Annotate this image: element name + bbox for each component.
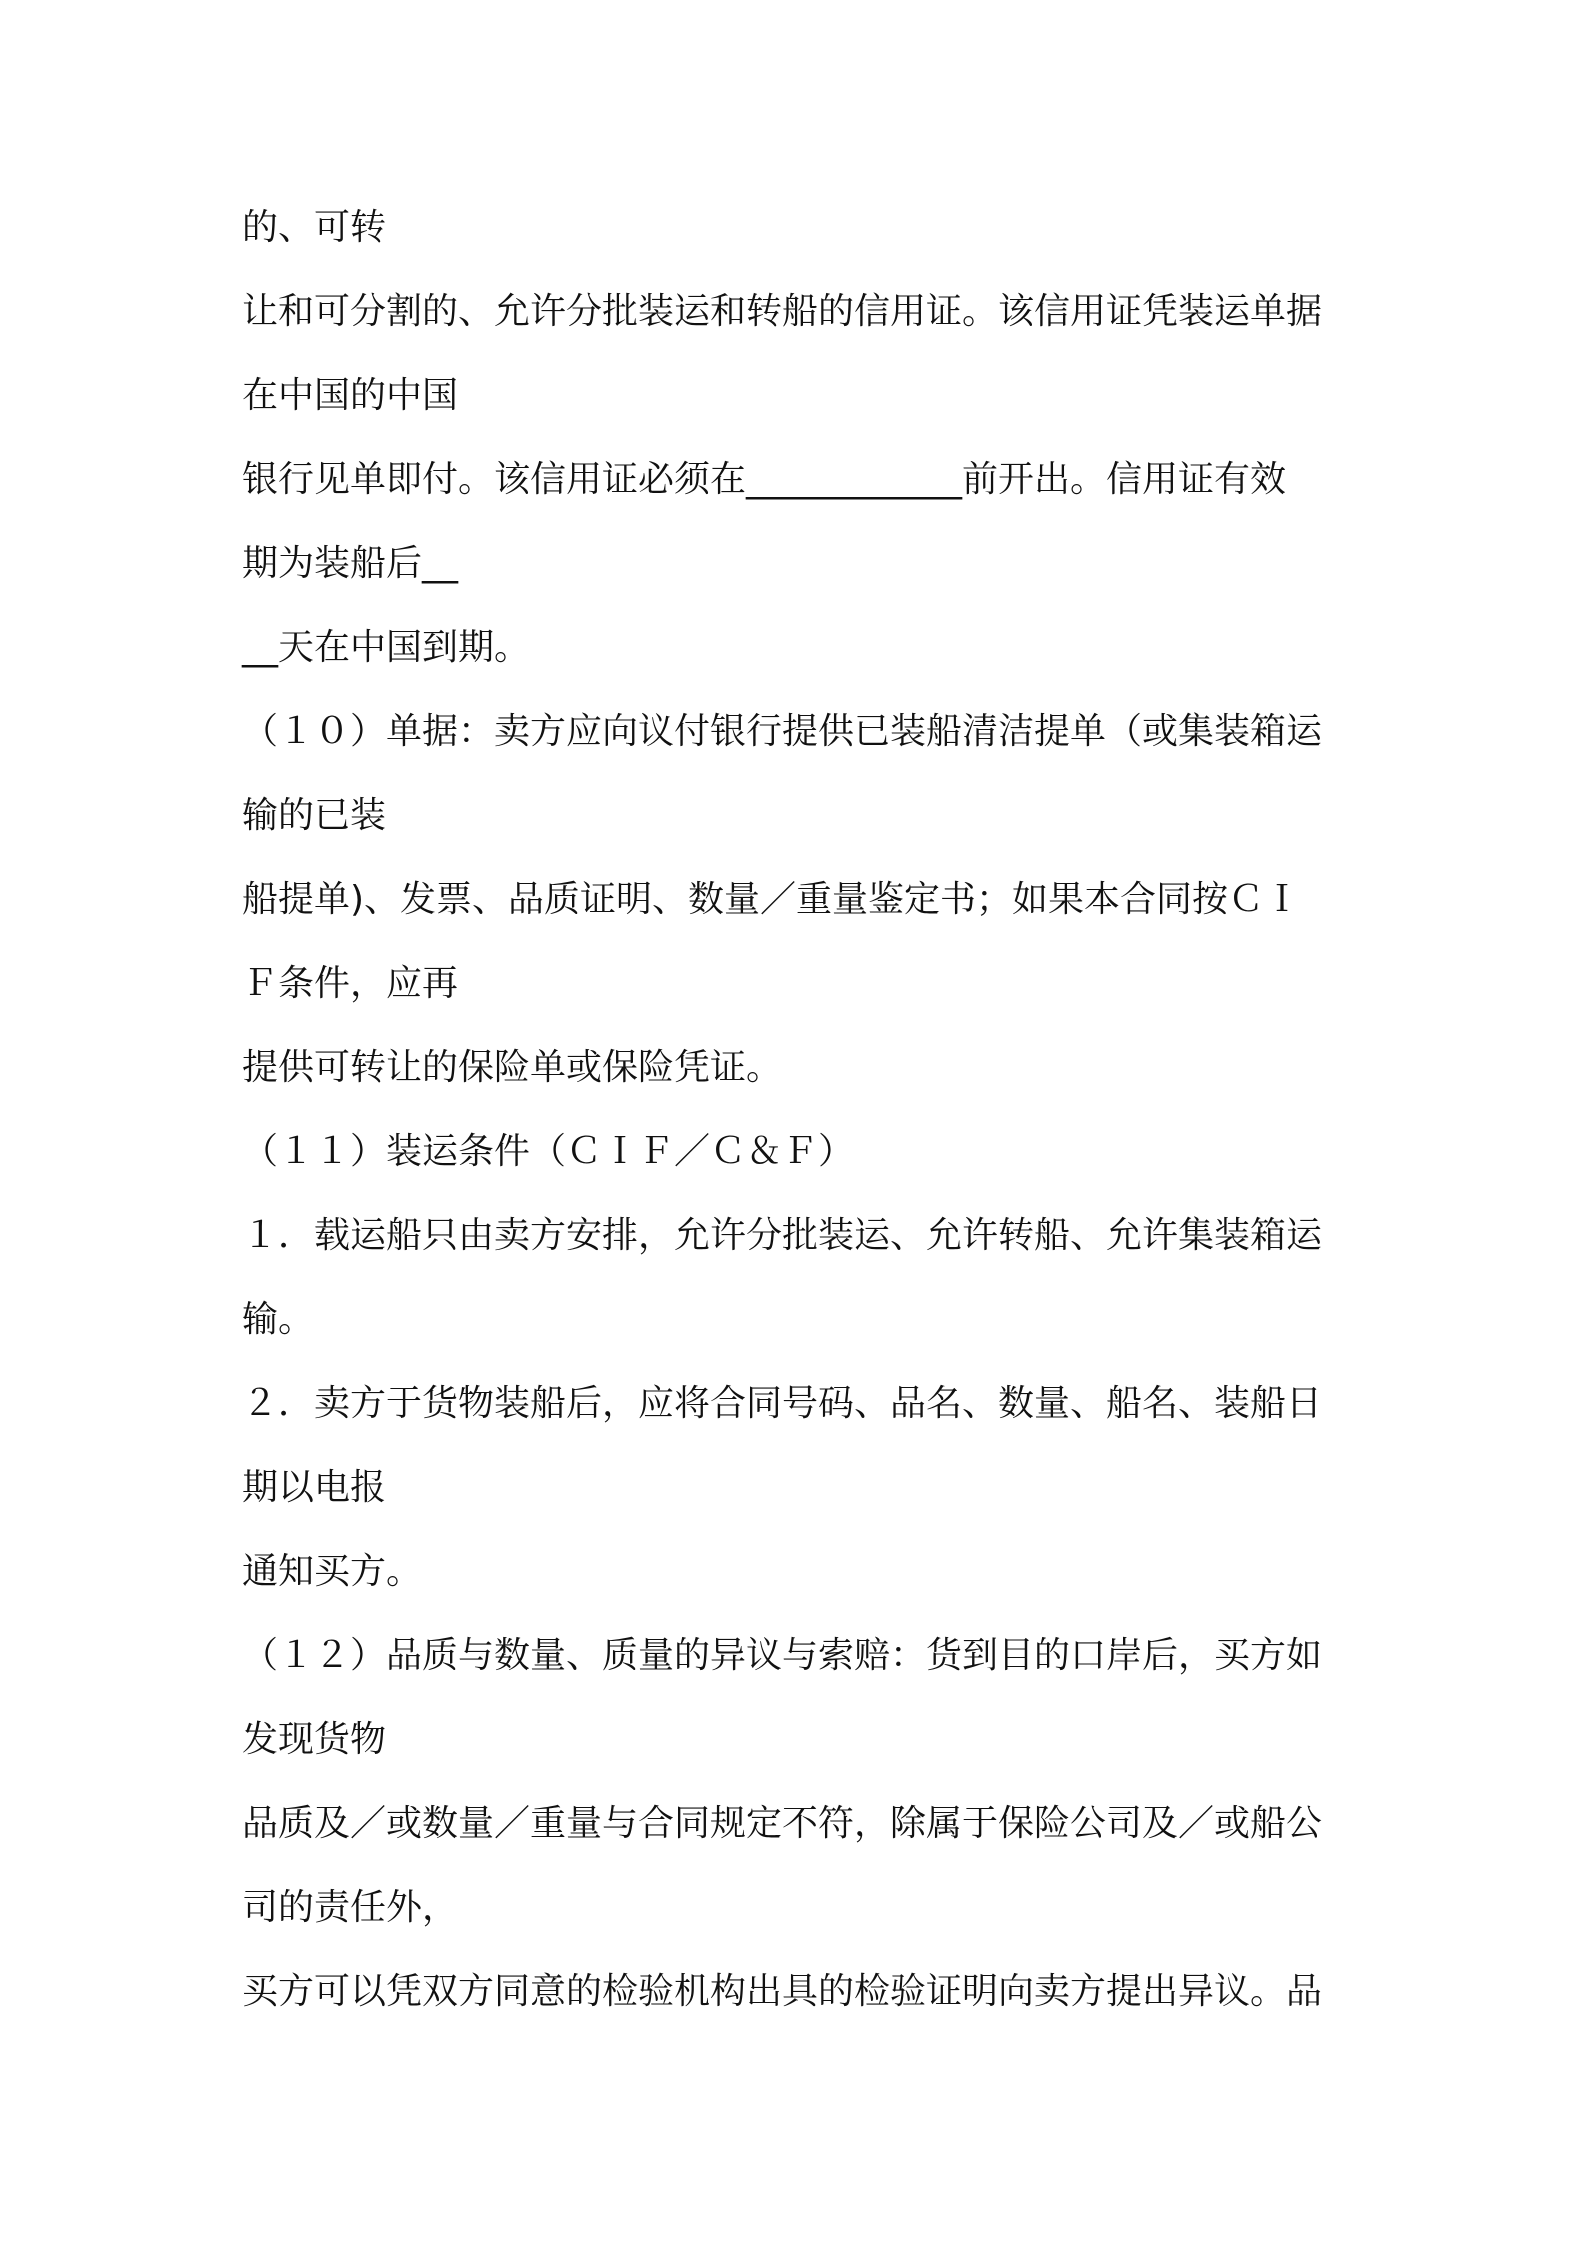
text-line: 输。 xyxy=(242,1299,315,1340)
text-line: 输的已装 xyxy=(242,795,387,836)
text-line: （１２）品质与数量、质量的异议与索赔：货到目的口岸后，买方如 xyxy=(242,1635,1323,1676)
text-line: ２．卖方于货物装船后，应将合同号码、品名、数量、船名、装船日 xyxy=(242,1383,1323,1424)
text-line: 发现货物 xyxy=(242,1719,387,1760)
text-line: 司的责任外， xyxy=(242,1887,459,1928)
text-line: Ｆ条件，应再 xyxy=(242,963,459,1004)
text-line: 在中国的中国 xyxy=(242,375,459,416)
text-line: 银行见单即付。该信用证必须在____________前开出。信用证有效 xyxy=(242,459,1287,500)
text-line: 船提单)、发票、品质证明、数量／重量鉴定书；如果本合同按ＣＩ xyxy=(242,879,1301,920)
text-line: __天在中国到期。 xyxy=(242,627,531,668)
text-line: 通知买方。 xyxy=(242,1551,423,1592)
text-line: （１０）单据：卖方应向议付银行提供已装船清洁提单（或集装箱运 xyxy=(242,711,1323,752)
text-line: 品质及／或数量／重量与合同规定不符，除属于保险公司及／或船公 xyxy=(242,1803,1323,1844)
text-line: 让和可分割的、允许分批装运和转船的信用证。该信用证凭装运单据 xyxy=(242,291,1323,332)
text-line: （１１）装运条件（ＣＩＦ／Ｃ＆Ｆ） xyxy=(242,1131,855,1172)
text-line: 的、可转 xyxy=(242,207,387,248)
text-line: １．载运船只由卖方安排，允许分批装运、允许转船、允许集装箱运 xyxy=(242,1215,1323,1256)
document-body xyxy=(242,198,1362,2046)
text-line: 买方可以凭双方同意的检验机构出具的检验证明向卖方提出异议。品 xyxy=(242,1971,1323,2012)
text-line: 提供可转让的保险单或保险凭证。 xyxy=(242,1047,783,1088)
text-line: 期为装船后__ xyxy=(242,543,459,584)
text-line: 期以电报 xyxy=(242,1467,387,1508)
